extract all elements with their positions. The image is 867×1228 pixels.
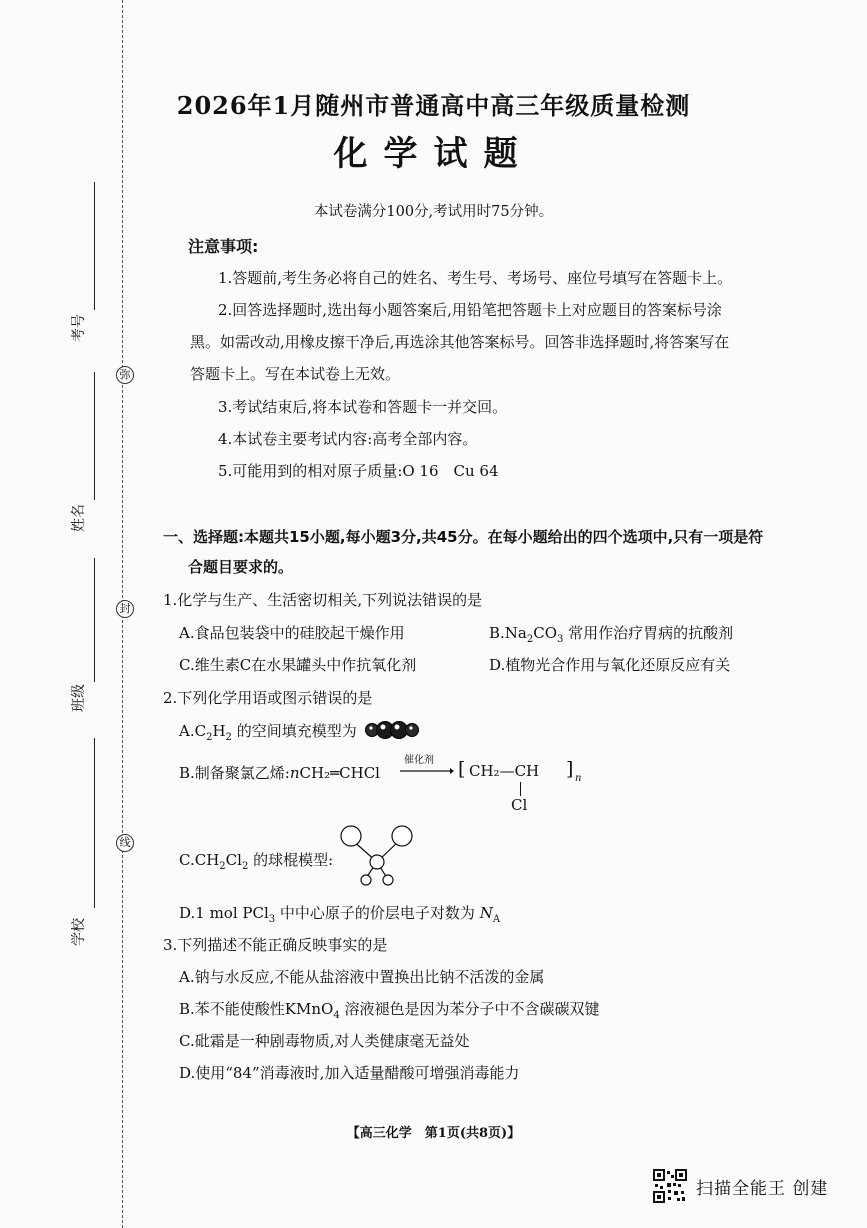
- q3-option-a: A.钠与水反应,不能从盐溶液中置换出比钠不活泼的金属: [179, 968, 545, 986]
- seal-char-mi: 弥: [116, 366, 134, 384]
- margin-label-xuexiao: 学校: [71, 918, 87, 946]
- notice-item-1: 1.答题前,考生务必将自己的姓名、考生号、考场号、座位号填写在答题卡上。: [218, 269, 733, 287]
- notice-item-3: 3.考试结束后,将本试卷和答题卡一并交回。: [218, 398, 508, 416]
- scanner-watermark: 扫描全能王 创建: [696, 1179, 829, 1199]
- q2-option-d: D.1 mol PCl$_3$ 中中心原子的价层电子对数为 $N_A$: [179, 904, 501, 925]
- q3-stem: 3.下列描述不能正确反映事实的是: [163, 936, 388, 954]
- margin-fill-xingming[interactable]: [94, 372, 95, 500]
- q1-option-c: C.维生素C在水果罐头中作抗氧化剂: [179, 656, 417, 674]
- polymer-bracket-open: [: [458, 758, 466, 780]
- q3-option-b: B.苯不能使酸性KMnO$_4$ 溶液褪色是因为苯分子中不含碳碳双键: [179, 1000, 600, 1021]
- margin-fill-banji[interactable]: [94, 558, 95, 682]
- polymer-subscript-n: n: [575, 773, 582, 784]
- q1-option-d: D.植物光合作用与氧化还原反应有关: [489, 656, 731, 674]
- notice-item-2: 2.回答选择题时,选出每小题答案后,用铅笔把答题卡上对应题目的答案标号涂: [218, 301, 722, 319]
- polymer-chlorine: Cl: [511, 796, 528, 814]
- margin-label-xingming: 姓名: [71, 504, 87, 532]
- notice-item-2-cont: 黑。如需改动,用橡皮擦干净后,再选涂其他答案标号。回答非选择题时,将答案写在: [190, 333, 730, 351]
- q3-option-d: D.使用“84”消毒液时,加入适量醋酸可增强消毒能力: [179, 1064, 520, 1082]
- q3-option-c: C.砒霜是一种剧毒物质,对人类健康毫无益处: [179, 1032, 470, 1050]
- notice-item-5: 5.可能用到的相对原子质量:O 16 Cu 64: [218, 462, 499, 480]
- q2-option-b: B.制备聚氯乙烯:nCH₂═CHCl: [179, 764, 380, 782]
- exam-title: 2026年1月随州市普通高中高三年级质量检测: [176, 91, 691, 120]
- q1-stem: 1.化学与生产、生活密切相关,下列说法错误的是: [163, 591, 483, 609]
- q2-option-c: $C.CH_2Cl_2$ 的球棍模型:: [179, 851, 334, 872]
- notice-title: 注意事项:: [188, 237, 259, 256]
- seal-char-xian: 线: [116, 834, 134, 852]
- seal-char-feng: 封: [116, 600, 134, 618]
- page-footer: 【高三化学 第1页(共8页)】: [346, 1126, 521, 1141]
- margin-label-kaohao: 考号: [71, 314, 87, 342]
- notice-item-4: 4.本试卷主要考试内容:高考全部内容。: [218, 430, 478, 448]
- polymer-repeat-unit: CH₂—CH: [469, 762, 540, 780]
- q1-option-a: A.食品包装袋中的硅胶起干燥作用: [179, 624, 405, 642]
- score-line: 本试卷满分100分,考试用时75分钟。: [313, 204, 554, 220]
- q1-option-b: $B.Na_2CO_3$ 常用作治疗胃病的抗酸剂: [489, 624, 734, 645]
- reaction-catalyst: 催化剂: [404, 755, 434, 766]
- q2-option-a: $A.C_2H_2$ 的空间填充模型为: [179, 722, 357, 743]
- polymer-bond-down: [520, 782, 521, 796]
- ball-stick-model-icon: [337, 822, 421, 890]
- polymer-bracket-close: ]: [566, 758, 574, 780]
- margin-fill-xuexiao[interactable]: [94, 738, 95, 908]
- qr-code-icon: [653, 1169, 687, 1203]
- space-filling-model-icon: [364, 720, 420, 740]
- section-heading: 一、选择题:本题共15小题,每小题3分,共45分。在每小题给出的四个选项中,只有一项是符: [163, 528, 764, 546]
- q2-stem: 2.下列化学用语或图示错误的是: [163, 689, 373, 707]
- reaction-arrow-icon: [400, 766, 454, 776]
- margin-label-banji: 班级: [71, 684, 87, 712]
- subject-title: 化学试题: [333, 134, 534, 174]
- notice-item-2-end: 答题卡上。写在本试卷上无效。: [190, 365, 401, 383]
- section-heading-cont: 合题目要求的。: [188, 558, 294, 576]
